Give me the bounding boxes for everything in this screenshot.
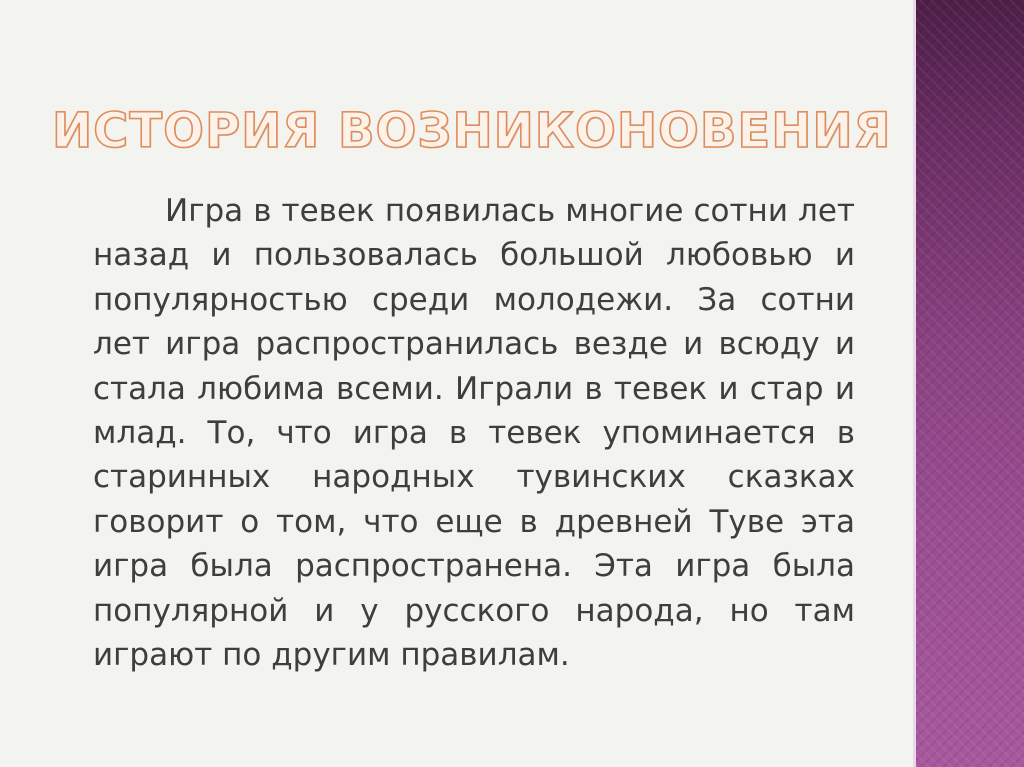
- slide-title: ИСТОРИЯ ВОЗНИКОНОВЕНИЯ: [52, 103, 892, 159]
- slide-body-text: Игра в тевек появилась многие сотни лет назад и пользовалась большой любовью и популярностью среди молодежи. За сотни лет игра распространилась везде и всюду и стала любима всеми. Играли в тевек и стар и млад. То, что игра в тевек упоминается в старинных народных тувинских сказках говорит о том, что еще в древней Туве эта игра была распространена. Эта игра была популярной и у русского народа, но там играют по другим правилам.: [93, 193, 855, 674]
- decorative-sidebar: [916, 0, 1024, 767]
